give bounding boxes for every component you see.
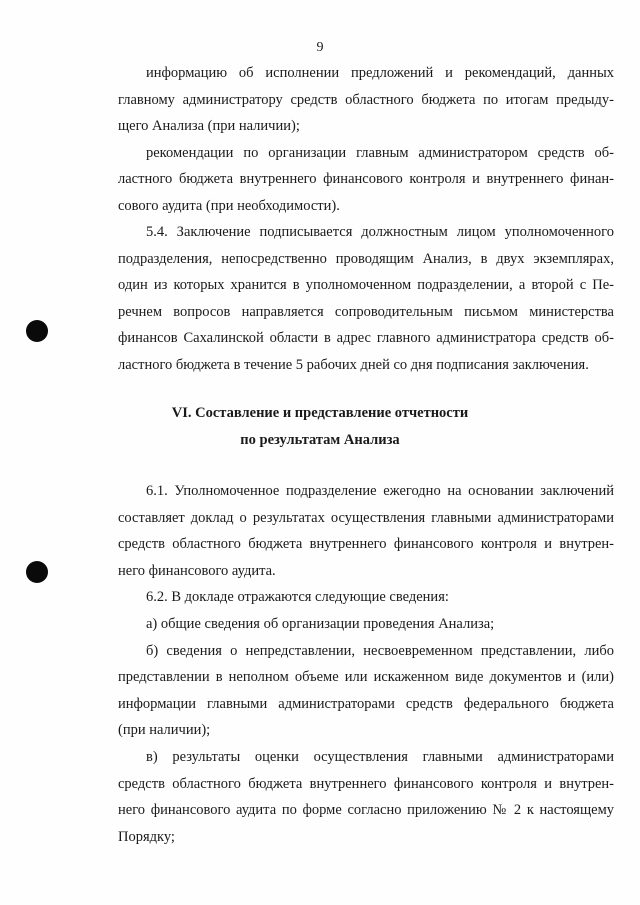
text-line: составляет доклад о результатах осуществления главными администраторами — [118, 509, 614, 526]
text-line: 6.1. Уполномоченное подразделение ежегодно на основании заключений — [146, 483, 614, 499]
punch-hole-mark — [26, 320, 48, 342]
text-line: б) сведения о непредставлении, несвоевременном представлении, либо — [146, 642, 614, 659]
text-line: 5.4. Заключение подписывается должностным лицом уполномоченного — [146, 224, 614, 240]
text-line: в) результаты оценки осуществления главными администраторами — [146, 749, 614, 765]
text-line: 6.2. В докладе отражаются следующие сведения: — [146, 589, 449, 606]
text-line: главному администратору средств областного бюджета по итогам предыду- — [118, 91, 614, 108]
text-line: речнем вопросов направляется сопроводительным письмом министерства — [118, 303, 614, 320]
page-number: 9 — [316, 40, 324, 55]
text-line: сового аудита (при необходимости). — [118, 197, 340, 214]
text-line: рекомендации по организации главным администратором средств об- — [146, 144, 614, 161]
text-line: средств областного бюджета внутреннего финансового контроля и внутрен- — [118, 775, 614, 792]
text-line: него финансового аудита. — [118, 562, 276, 579]
punch-hole-mark — [26, 561, 48, 583]
text-line: информации главными администраторами средств федерального бюджета — [118, 695, 614, 712]
text-line: него финансового аудита по форме согласно приложению № 2 к настоящему — [118, 802, 614, 819]
text-line: ластного бюджета в течение 5 рабочих дней со дня подписания заключения. — [118, 356, 589, 373]
text-line: щего Анализа (при наличии); — [118, 118, 300, 134]
text-line: а) общие сведения об организации проведения Анализа; — [146, 616, 495, 632]
section-heading-line-1: VI. Составление и представление отчетности — [171, 405, 469, 421]
text-line: средств областного бюджета внутреннего финансового контроля и внутрен- — [118, 536, 614, 553]
text-line: информацию об исполнении предложений и рекомендаций, данных — [146, 65, 614, 81]
text-line: представлении в неполном объеме или искаженном виде документов и (или) — [118, 669, 614, 686]
text-line: Порядку; — [118, 828, 175, 845]
text-line: один из которых хранится в уполномоченном подразделении, а второй с Пе- — [118, 277, 614, 293]
text-line: подразделения, непосредственно проводящим Анализ, в двух экземплярах, — [118, 250, 614, 267]
text-line: (при наличии); — [118, 722, 211, 739]
section-heading-line-2: по результатам Анализа — [240, 432, 400, 448]
text-line: финансов Сахалинской области в адрес главного администратора средств об- — [118, 330, 614, 346]
text-line: ластного бюджета внутреннего финансового контроля и внутреннего финан- — [118, 171, 614, 187]
